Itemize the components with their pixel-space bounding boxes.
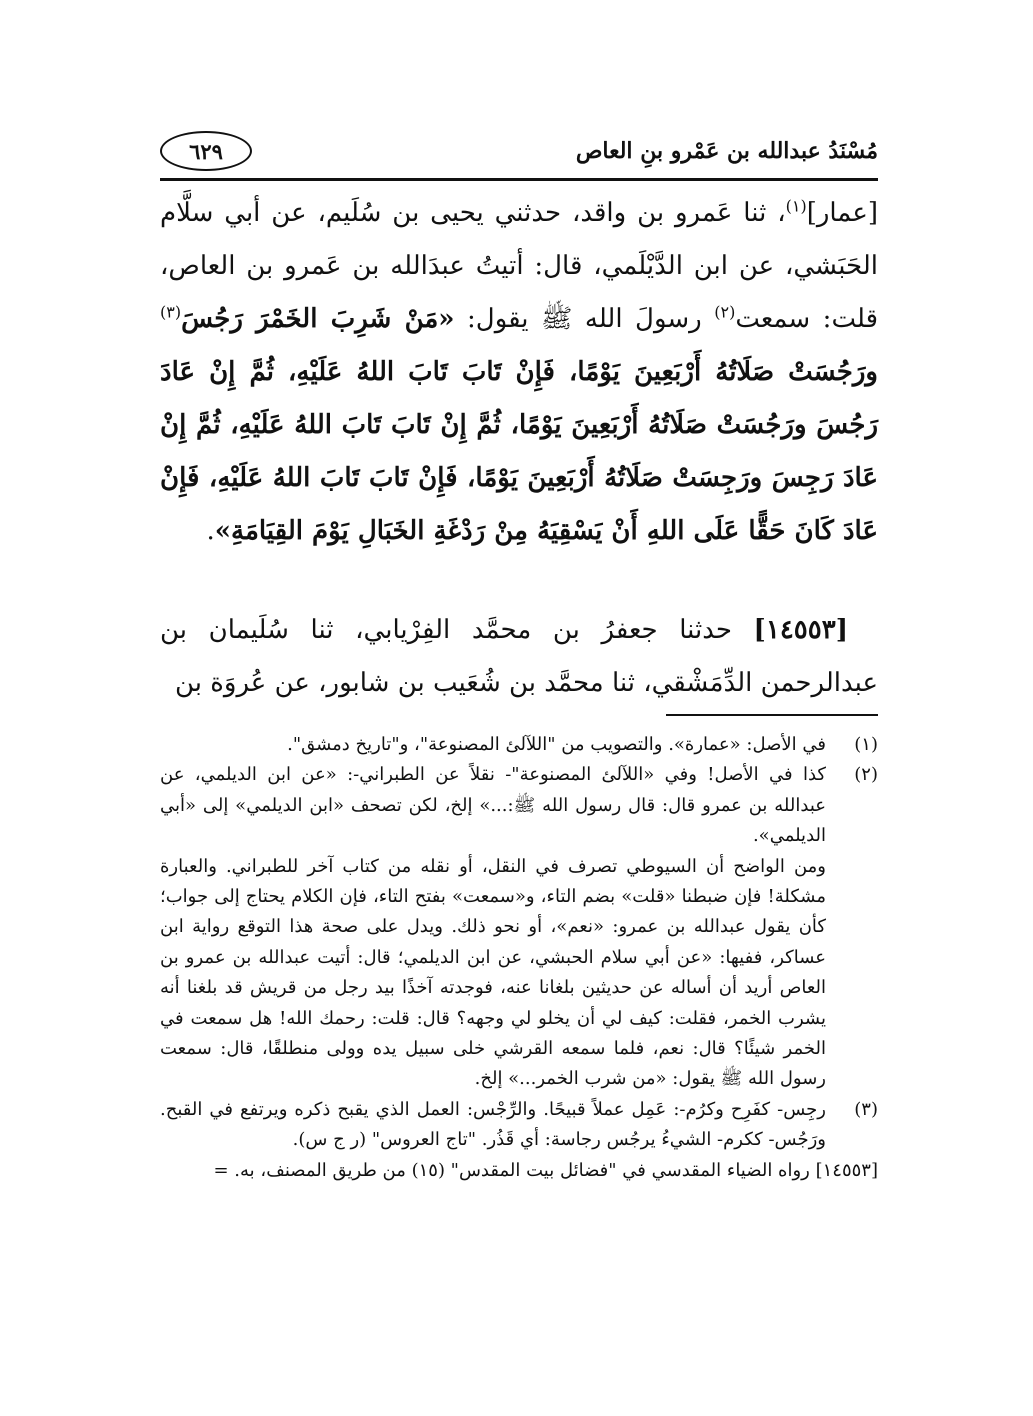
isnad-text: حدثنا جعفرُ بن محمَّد الفِرْيابي، ثنا سُلَيمان بن عبدالرحمن الدِّمَشْقي، ثنا محمَّد بن شُعَيب بن شابور، عن عُروَة بن <box>160 615 878 698</box>
footnote-divider <box>666 714 878 716</box>
header-divider <box>160 178 878 181</box>
hadith-text-continued: ورَجُسَتْ صَلَاتُهُ أَرْبَعِينَ يَوْمًا، فَإِنْ تَابَ تَابَ اللهُ عَلَيْهِ، ثُمَّ إِنْ عَادَ رَجُسَ ورَجُسَتْ صَلَاتُهُ أَرْبَعِينَ يَوْمًا، ثُمَّ إِنْ تَابَ تَابَ اللهُ عَلَيْهِ، ثُمَّ إِنْ عَادَ رَجِسَ ورَجِسَتْ صَلَاتُهُ أَرْبَعِينَ يَوْمًا، فَإِنْ تَابَ تَابَ اللهُ عَلَيْهِ، فَإِنْ عَادَ كَانَ حَقًّا عَلَى اللهِ أَنْ يَسْقِيَهُ مِنْ رَدْغَةِ الخَبَالِ يَوْمَ القِيَامَةِ» <box>160 357 878 546</box>
takhrij-reference: [١٤٥٥٣] رواه الضياء المقدسي في "فضائل بيت المقدس" (١٥) من طريق المصنف، به. = <box>213 1159 878 1181</box>
footnote-ref-3[interactable]: (٣) <box>160 302 182 322</box>
footnote-1 <box>160 730 878 760</box>
footnote-number: (٢) <box>854 764 878 786</box>
page-header <box>160 126 878 176</box>
running-title: مُسْنَدُ عبدالله بن عَمْرو بنِ العاص <box>575 138 878 164</box>
hadith-number: [١٤٥٥٣] <box>753 615 848 645</box>
footnote-2 <box>160 760 878 1094</box>
footnote-text: ومن الواضح أن السيوطي تصرف في النقل، أو نقله من كتاب آخر للطبراني. والعبارة مشكلة! فإن ضبطنا «قلت» بضم التاء، و«سمعت» بفتح التاء، فإن الكلام يحتاج إلى جواب؛ كأن يقول عبدالله بن عمرو: «نعم»، أو نحو ذلك. ويدل على صحة هذا التوقع رواية ابن عساكر، ففيها: «عن أبي سلام الحبشي، عن ابن الديلمي؛ قال: أتيت عبدالله بن عمرو بن العاص أريد أن أساله عن حديثين بلغانا عنه، فوجدته آخذًا بيد رجل من قريش قد بلغنا أنه يشرب الخمر، فقلت: كيف لي أن يخلو لي وجهه؟ قال: قلت: رحمك الله! هل سمعت في الخمر شيئًا؟ قال: نعم، فلما سمعه القرشي خلى سبيل يده وولى منطلقًا، قال: سمعت رسول الله ﷺ يقول: «من شرب الخمر...» إلخ. <box>160 855 826 1090</box>
main-text <box>160 187 878 710</box>
footnote-number: (٣) <box>854 1098 878 1120</box>
footnote-ref-1[interactable]: (١) <box>785 196 807 216</box>
footnote-text: كذا في الأصل! وفي «اللآلئ المصنوعة"- نقلاً عن الطبراني-: «عن ابن الديلمي، عن عبدالله بن عمرو قال: قال رسول الله ﷺ:...» إلخ، لكن تصحف «ابن الديلمي» إلى «أبي الديلمي». <box>160 764 826 847</box>
hadith-text: «مَنْ شَرِبَ الخَمْرَ رَجُسَ <box>181 304 455 334</box>
footnote-text: في الأصل: «عمارة». والتصويب من "اللآلئ المصنوعة"، و"تاريخ دمشق". <box>287 734 826 755</box>
footnote-text: رجِس- كفَرِح وكرُم-: عَمِل عملاً قبيحًا. والرِّجْس: العمل الذي يقبح ذكره ويرتفع في القبح. ورَجُس- ككرم- الشيءُ يرجُس رجاسة: أي قَذُر. "تاج العروس" (ر ج س). <box>160 1098 826 1151</box>
hadith-14553 <box>160 604 878 710</box>
footnote-number: (١) <box>854 734 878 755</box>
footnotes <box>160 730 878 1186</box>
footnote-ref-2[interactable]: (٢) <box>714 302 736 322</box>
page-number: ٦٢٩ <box>160 131 252 171</box>
footnote-3 <box>160 1095 878 1156</box>
hadith-paragraph: [عمار]$^{(١)}$، ثنا عَمرو بن واقد، حدثني يحيى بن سُلَيم، عن أبي سلَّام الحَبَشي، عن ابن الدَّيْلَمي، قال: أتيتُ عبدَالله بن عَمرو بن العاص، قلت: سمعت$^{(٢)}$ رسولَ الله ﷺ يقول: «مَنْ شَرِبَ الخَمْرَ رَجُسَ$^{(٣)}$ ورَجُسَتْ صَلَاتُهُ أَرْبَعِينَ يَوْمًا، فَإِنْ تَابَ تَابَ اللهُ عَلَيْهِ، ثُمَّ إِنْ عَادَ رَجُسَ ورَجُسَتْ صَلَاتُهُ أَرْبَعِينَ يَوْمًا، ثُمَّ إِنْ تَابَ تَابَ اللهُ عَلَيْهِ، ثُمَّ إِنْ عَادَ رَجِسَ ورَجِسَتْ صَلَاتُهُ أَرْبَعِينَ يَوْمًا، فَإِنْ تَابَ تَابَ اللهُ عَلَيْهِ، فَإِنْ عَادَ كَانَ حَقًّا عَلَى اللهِ أَنْ يَسْقِيَهُ مِنْ رَدْغَةِ الخَبَالِ يَوْمَ القِيَامَةِ». <box>160 196 879 546</box>
